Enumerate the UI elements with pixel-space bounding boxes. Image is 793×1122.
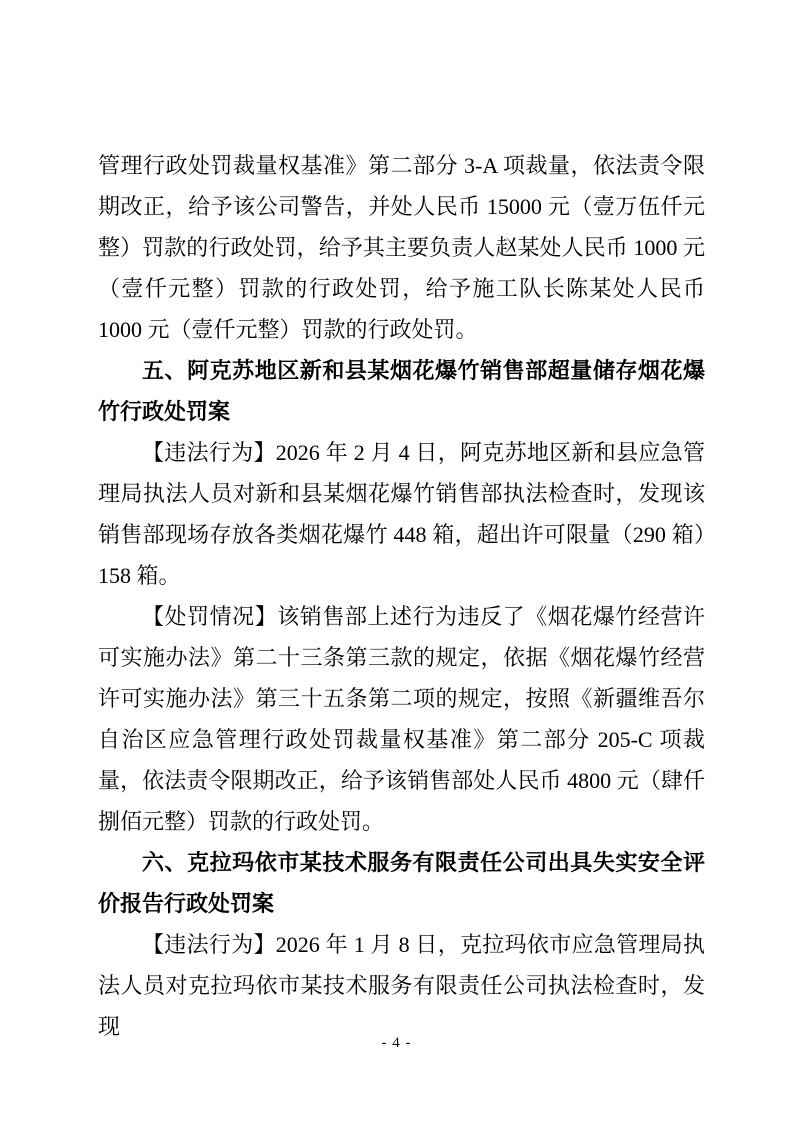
paragraph-violation-case-5: 【违法行为】2026 年 2 月 4 日，阿克苏地区新和县应急管理局执法人员对新和县某烟花爆竹销售部执法检查时，发现该销售部现场存放各类烟花爆竹 448 箱，超出许可限量（290 箱）158 箱。: [98, 440, 705, 588]
paragraph-penalty-case-5: 【处罚情况】该销售部上述行为违反了《烟花爆竹经营许可实施办法》第二十三条第三款的规定，依据《烟花爆竹经营许可实施办法》第三十五条第二项的规定，按照《新疆维吾尔自治区应急管理行政处罚裁量权基准》第二部分 205-C 项裁量，依法责令限期改正，给予该销售部处人民币 4800 元（肆仟捌佰元整）罚款的行政处罚。: [98, 604, 705, 834]
page-number: - 4 -: [381, 1035, 412, 1051]
section-heading-6: 六、克拉玛依市某技术服务有限责任公司出具失实安全评价报告行政处罚案: [98, 850, 705, 916]
paragraph-penalty-continuation: 管理行政处罚裁量权基准》第二部分 3-A 项裁量，依法责令限期改正，给予该公司警告，并处人民币 15000 元（壹万伍仟元整）罚款的行政处罚，给予其主要负责人赵某处人民币 1000 元（壹仟元整）罚款的行政处罚，给予施工队长陈某处人民币 1000 元（壹仟元整）罚款的行政处罚。: [98, 153, 705, 342]
paragraph-violation-case-6: 【违法行为】2026 年 1 月 8 日，克拉玛依市应急管理局执法人员对克拉玛依市某技术服务有限责任公司执法检查时，发现: [98, 932, 705, 1039]
section-heading-5: 五、阿克苏地区新和县某烟花爆竹销售部超量储存烟花爆竹行政处罚案: [98, 358, 705, 424]
document-body: [98, 145, 705, 1047]
